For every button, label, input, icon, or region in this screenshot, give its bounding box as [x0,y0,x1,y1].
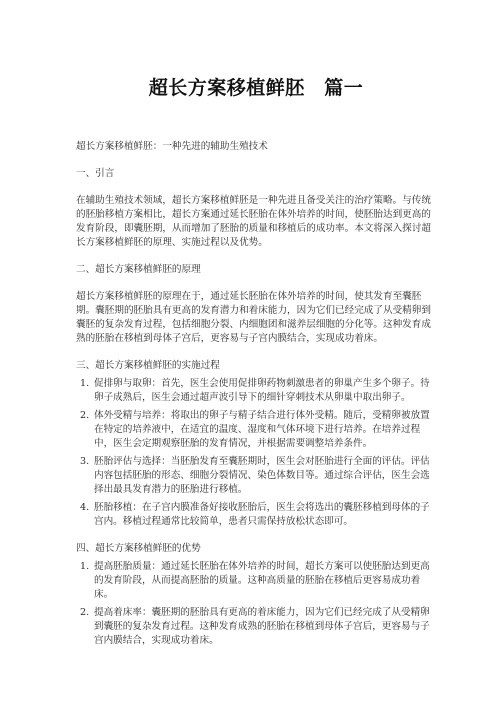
list-item-number: 1. [80,378,90,389]
list-item-number: 2. [80,607,90,618]
list-item [76,409,436,451]
section-heading-process: 三、超长方案移植鲜胚的实施过程 [76,360,220,371]
subtitle-line: 超长方案移植鲜胚：一种先进的辅助生殖技术 [76,141,268,152]
list-item-number: 1. [80,561,90,572]
section-paragraph-intro: 在辅助生殖技术领域，超长方案移植鲜胚是一种先进且备受关注的治疗策略。与传统的胚胎移植方案相比，超长方案通过延长胚胎在体外培养的时间，使胚胎达到更高的发育阶段，即囊胚期，从而增加了胚胎的质量和移植后的成功率。本文将深入探讨超长方案移植鲜胚的原理、实施过程以及优势。 [76,195,431,248]
section-heading-intro: 一、引言 [76,168,115,179]
section-heading-advantages: 四、超长方案移植鲜胚的优势 [76,543,201,554]
list-item [76,560,436,602]
process-list [76,377,436,529]
list-item-number: 4. [80,502,90,513]
list-item-number: 2. [80,410,90,421]
list-item-text: 提高胚胎质量：通过延长胚胎在体外培养的时间，超长方案可以使胚胎达到更高的发育阶段，从而提高胚胎的质量。这种高质量的胚胎在移植后更容易成功着床。 [94,561,430,600]
list-item [76,606,436,648]
list-item [76,455,436,497]
list-item-text: 提高着床率：囊胚期的胚胎具有更高的着床能力，因为它们已经完成了从受精卵到囊胚的复杂发育过程。这种发育成熟的胚胎在移植到母体子宫后，更容易与子宫内膜结合，实现成功着床。 [94,607,430,646]
page-title: 超长方案移植鲜胚 篇一 [148,77,364,99]
section-heading-principle: 二、超长方案移植鲜胚的原理 [76,264,201,275]
section-paragraph-principle: 超长方案移植鲜胚的原理在于，通过延长胚胎在体外培养的时间，使其发育至囊胚期。囊胚期的胚胎具有更高的发育潜力和着床能力，因为它们已经完成了从受精卵到囊胚的复杂发育过程，包括细胞分裂、内细胞团和滋养层细胞的分化等。这种发育成熟的胚胎在移植到母体子宫后，更容易与子宫内膜结合，实现成功着床。 [76,291,431,344]
list-item [76,377,436,405]
list-item [76,501,436,529]
list-item-text: 胚胎评估与选择：当胚胎发育至囊胚期时，医生会对胚胎进行全面的评估。评估内容包括胚胎的形态、细胞分裂情况、染色体数目等。通过综合评估，医生会选择出最具发育潜力的胚胎进行移植。 [94,456,430,495]
advantages-list [76,560,436,648]
list-item-text: 胚胎移植：在子宫内膜准备好接收胚胎后，医生会将选出的囊胚移植到母体的子宫内。移植过程通常比较简单，患者只需保持放松状态即可。 [94,502,430,527]
list-item-number: 3. [80,456,90,467]
list-item-text: 促排卵与取卵：首先，医生会使用促排卵药物刺激患者的卵巢产生多个卵子。待卵子成熟后，医生会通过超声波引导下的细针穿刺技术从卵巢中取出卵子。 [94,378,430,403]
list-item-text: 体外受精与培养：将取出的卵子与精子结合进行体外受精。随后，受精卵被放置在特定的培养液中，在适宜的温度、湿度和气体环境下进行培养。在培养过程中，医生会定期观察胚胎的发育情况，并根据需要调整培养条件。 [94,410,430,449]
